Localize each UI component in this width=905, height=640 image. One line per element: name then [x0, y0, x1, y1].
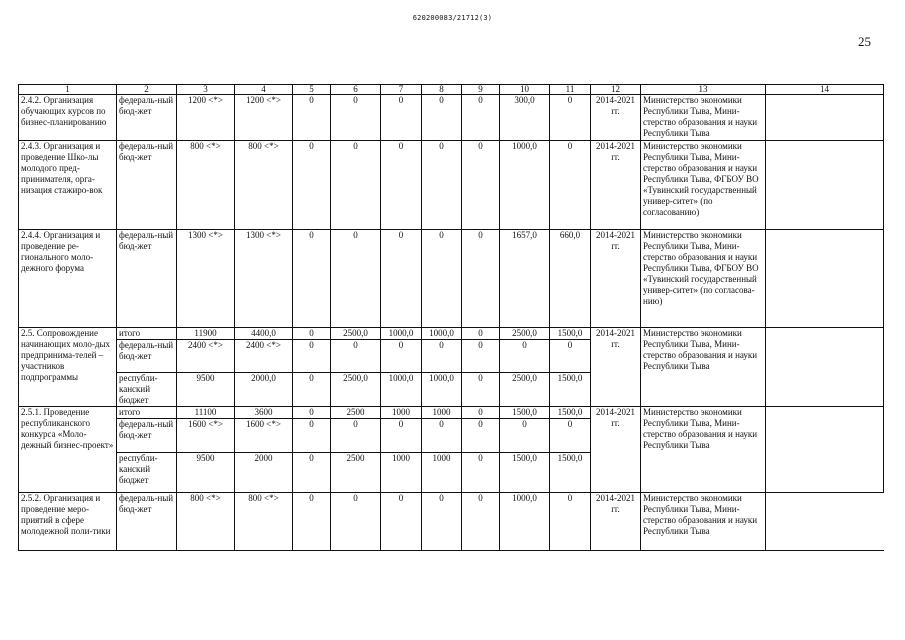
header-cell: 10: [500, 85, 550, 95]
column-numbers-row: [19, 85, 884, 95]
funding-source: федераль-ный бюд-жет: [117, 95, 177, 141]
funding-source: федераль-ный бюд-жет: [117, 419, 177, 453]
value-cell: 0: [550, 95, 591, 141]
value-cell: 2500,0: [331, 328, 381, 340]
value-cell: 1500,0: [500, 453, 550, 493]
value-cell: 11100: [177, 407, 235, 419]
value-cell: 1000,0: [422, 373, 462, 407]
activity-name: 2.4.2. Организация обучающих курсов по бизнес-планированию: [19, 95, 117, 141]
value-cell: 0: [462, 141, 500, 230]
value-cell: 0: [293, 407, 331, 419]
empty-cell: [766, 95, 884, 141]
value-cell: 2400 <*>: [177, 340, 235, 373]
value-cell: 9500: [177, 453, 235, 493]
value-cell: 0: [293, 95, 331, 141]
value-cell: 0: [381, 340, 422, 373]
value-cell: 1300 <*>: [235, 230, 293, 328]
value-cell: 800 <*>: [235, 141, 293, 230]
value-cell: 1500,0: [550, 453, 591, 493]
value-cell: 11900: [177, 328, 235, 340]
value-cell: 0: [462, 453, 500, 493]
value-cell: 1000: [422, 407, 462, 419]
value-cell: 0: [381, 141, 422, 230]
funding-source: федераль-ный бюд-жет: [117, 230, 177, 328]
table-row: [19, 141, 884, 230]
value-cell: 0: [293, 453, 331, 493]
document-code: 620200083/21712(3): [412, 14, 493, 22]
header-cell: 14: [766, 85, 884, 95]
value-cell: 0: [462, 328, 500, 340]
value-cell: 2000,0: [235, 373, 293, 407]
table-row: [19, 230, 884, 328]
header-cell: 7: [381, 85, 422, 95]
value-cell: 0: [462, 407, 500, 419]
value-cell: 9500: [177, 373, 235, 407]
table-row: [19, 95, 884, 141]
executor-cell: Министерство экономики Республики Тыва, Мини-стерство образования и науки Республики Тыва, ФГБОУ ВО «Тувинский государственный универ-ситет» (по согласова-нию): [641, 230, 766, 328]
value-cell: 0: [331, 340, 381, 373]
value-cell: 2400 <*>: [235, 340, 293, 373]
table-row: [19, 493, 884, 551]
table-row: [19, 328, 884, 340]
funding-source: республи-канский бюджет: [117, 453, 177, 493]
header-cell: 4: [235, 85, 293, 95]
value-cell: 0: [381, 493, 422, 551]
executor-cell: Министерство экономики Республики Тыва, Мини-стерство образования и науки Республики Тыва: [641, 493, 766, 551]
value-cell: 0: [422, 340, 462, 373]
activity-name: 2.4.4. Организация и проведение ре-гионального моло-дежного форума: [19, 230, 117, 328]
header-cell: 12: [591, 85, 641, 95]
funding-source: федераль-ный бюд-жет: [117, 493, 177, 551]
value-cell: 3600: [235, 407, 293, 419]
empty-cell: [766, 328, 884, 407]
period-cell: 2014-2021 гг.: [591, 328, 641, 407]
value-cell: 0: [422, 141, 462, 230]
value-cell: 1500,0: [550, 373, 591, 407]
funding-source: федераль-ный бюд-жет: [117, 340, 177, 373]
table-row: [19, 407, 884, 419]
value-cell: 1500,0: [550, 407, 591, 419]
value-cell: 1300 <*>: [177, 230, 235, 328]
activity-name: 2.4.3. Организация и проведение Шко-лы молодого пред-принимателя, орга-низация стажиро-вок: [19, 141, 117, 230]
value-cell: 0: [462, 95, 500, 141]
value-cell: 0: [462, 340, 500, 373]
value-cell: 0: [422, 493, 462, 551]
value-cell: 1500,0: [550, 328, 591, 340]
value-cell: 2500: [331, 453, 381, 493]
value-cell: 1000,0: [422, 328, 462, 340]
funding-source: республи-канский бюджет: [117, 373, 177, 407]
header-cell: 5: [293, 85, 331, 95]
value-cell: 0: [331, 493, 381, 551]
value-cell: 300,0: [500, 95, 550, 141]
period-cell: 2014-2021 гг.: [591, 493, 641, 551]
activity-name: 2.5. Сопровождение начинающих моло-дых предпринима-телей – участников подпрограммы: [19, 328, 117, 407]
value-cell: 1000: [381, 407, 422, 419]
value-cell: 0: [293, 328, 331, 340]
period-cell: 2014-2021 гг.: [591, 407, 641, 493]
value-cell: 0: [462, 419, 500, 453]
empty-cell: [766, 230, 884, 328]
value-cell: 0: [293, 373, 331, 407]
value-cell: 800 <*>: [235, 493, 293, 551]
value-cell: 4400,0: [235, 328, 293, 340]
value-cell: 0: [381, 419, 422, 453]
value-cell: 0: [381, 95, 422, 141]
value-cell: 660,0: [550, 230, 591, 328]
header-cell: 9: [462, 85, 500, 95]
value-cell: 0: [331, 141, 381, 230]
value-cell: 0: [550, 141, 591, 230]
value-cell: 1000,0: [500, 493, 550, 551]
value-cell: 0: [462, 230, 500, 328]
empty-cell: [766, 407, 884, 493]
executor-cell: Министерство экономики Республики Тыва, Мини-стерство образования и науки Республики Тыва: [641, 95, 766, 141]
value-cell: 0: [293, 141, 331, 230]
value-cell: 1600 <*>: [235, 419, 293, 453]
value-cell: 1000,0: [381, 328, 422, 340]
value-cell: 0: [462, 493, 500, 551]
executor-cell: Министерство экономики Республики Тыва, Мини-стерство образования и науки Республики Тыва: [641, 328, 766, 407]
activity-name: 2.5.2. Организация и проведение меро-приятий в сфере молодежной поли-тики: [19, 493, 117, 551]
value-cell: 0: [331, 230, 381, 328]
header-cell: 3: [177, 85, 235, 95]
period-cell: 2014-2021 гг.: [591, 230, 641, 328]
page-number: 25: [858, 34, 871, 49]
value-cell: 2500,0: [500, 328, 550, 340]
value-cell: 0: [500, 419, 550, 453]
header-cell: 8: [422, 85, 462, 95]
executor-cell: Министерство экономики Республики Тыва, Мини-стерство образования и науки Республики Тыва: [641, 407, 766, 493]
value-cell: 0: [550, 340, 591, 373]
value-cell: 0: [293, 230, 331, 328]
empty-cell: [766, 141, 884, 230]
value-cell: 0: [331, 95, 381, 141]
value-cell: 0: [331, 419, 381, 453]
value-cell: 0: [293, 493, 331, 551]
value-cell: 0: [500, 340, 550, 373]
value-cell: 0: [462, 373, 500, 407]
funding-source: итого: [117, 328, 177, 340]
value-cell: 2500,0: [500, 373, 550, 407]
value-cell: 0: [422, 230, 462, 328]
value-cell: 0: [293, 419, 331, 453]
value-cell: 2500: [331, 407, 381, 419]
header-cell: 6: [331, 85, 381, 95]
value-cell: 2500,0: [331, 373, 381, 407]
value-cell: 1600 <*>: [177, 419, 235, 453]
value-cell: 0: [293, 340, 331, 373]
funding-source: итого: [117, 407, 177, 419]
value-cell: 2000: [235, 453, 293, 493]
value-cell: 0: [381, 230, 422, 328]
activity-name: 2.5.1. Проведение республиканского конкурса «Моло-дежный бизнес-проект»: [19, 407, 117, 493]
header-cell: 13: [641, 85, 766, 95]
header-cell: 11: [550, 85, 591, 95]
funding-source: федераль-ный бюд-жет: [117, 141, 177, 230]
period-cell: 2014-2021 гг.: [591, 95, 641, 141]
value-cell: 1200 <*>: [235, 95, 293, 141]
header-cell: 1: [19, 85, 117, 95]
value-cell: 1200 <*>: [177, 95, 235, 141]
empty-cell: [766, 493, 884, 551]
value-cell: 0: [550, 493, 591, 551]
value-cell: 1000: [381, 453, 422, 493]
header-cell: 2: [117, 85, 177, 95]
value-cell: 1657,0: [500, 230, 550, 328]
executor-cell: Министерство экономики Республики Тыва, Мини-стерство образования и науки Республики Тыва, ФГБОУ ВО «Тувинский государственный универ-ситет» (по согласованию): [641, 141, 766, 230]
value-cell: 1000,0: [500, 141, 550, 230]
program-table: [18, 84, 884, 551]
value-cell: 1000,0: [381, 373, 422, 407]
value-cell: 800 <*>: [177, 141, 235, 230]
value-cell: 0: [550, 419, 591, 453]
value-cell: 1000: [422, 453, 462, 493]
value-cell: 0: [422, 419, 462, 453]
value-cell: 0: [422, 95, 462, 141]
value-cell: 800 <*>: [177, 493, 235, 551]
value-cell: 1500,0: [500, 407, 550, 419]
period-cell: 2014-2021 гг.: [591, 141, 641, 230]
